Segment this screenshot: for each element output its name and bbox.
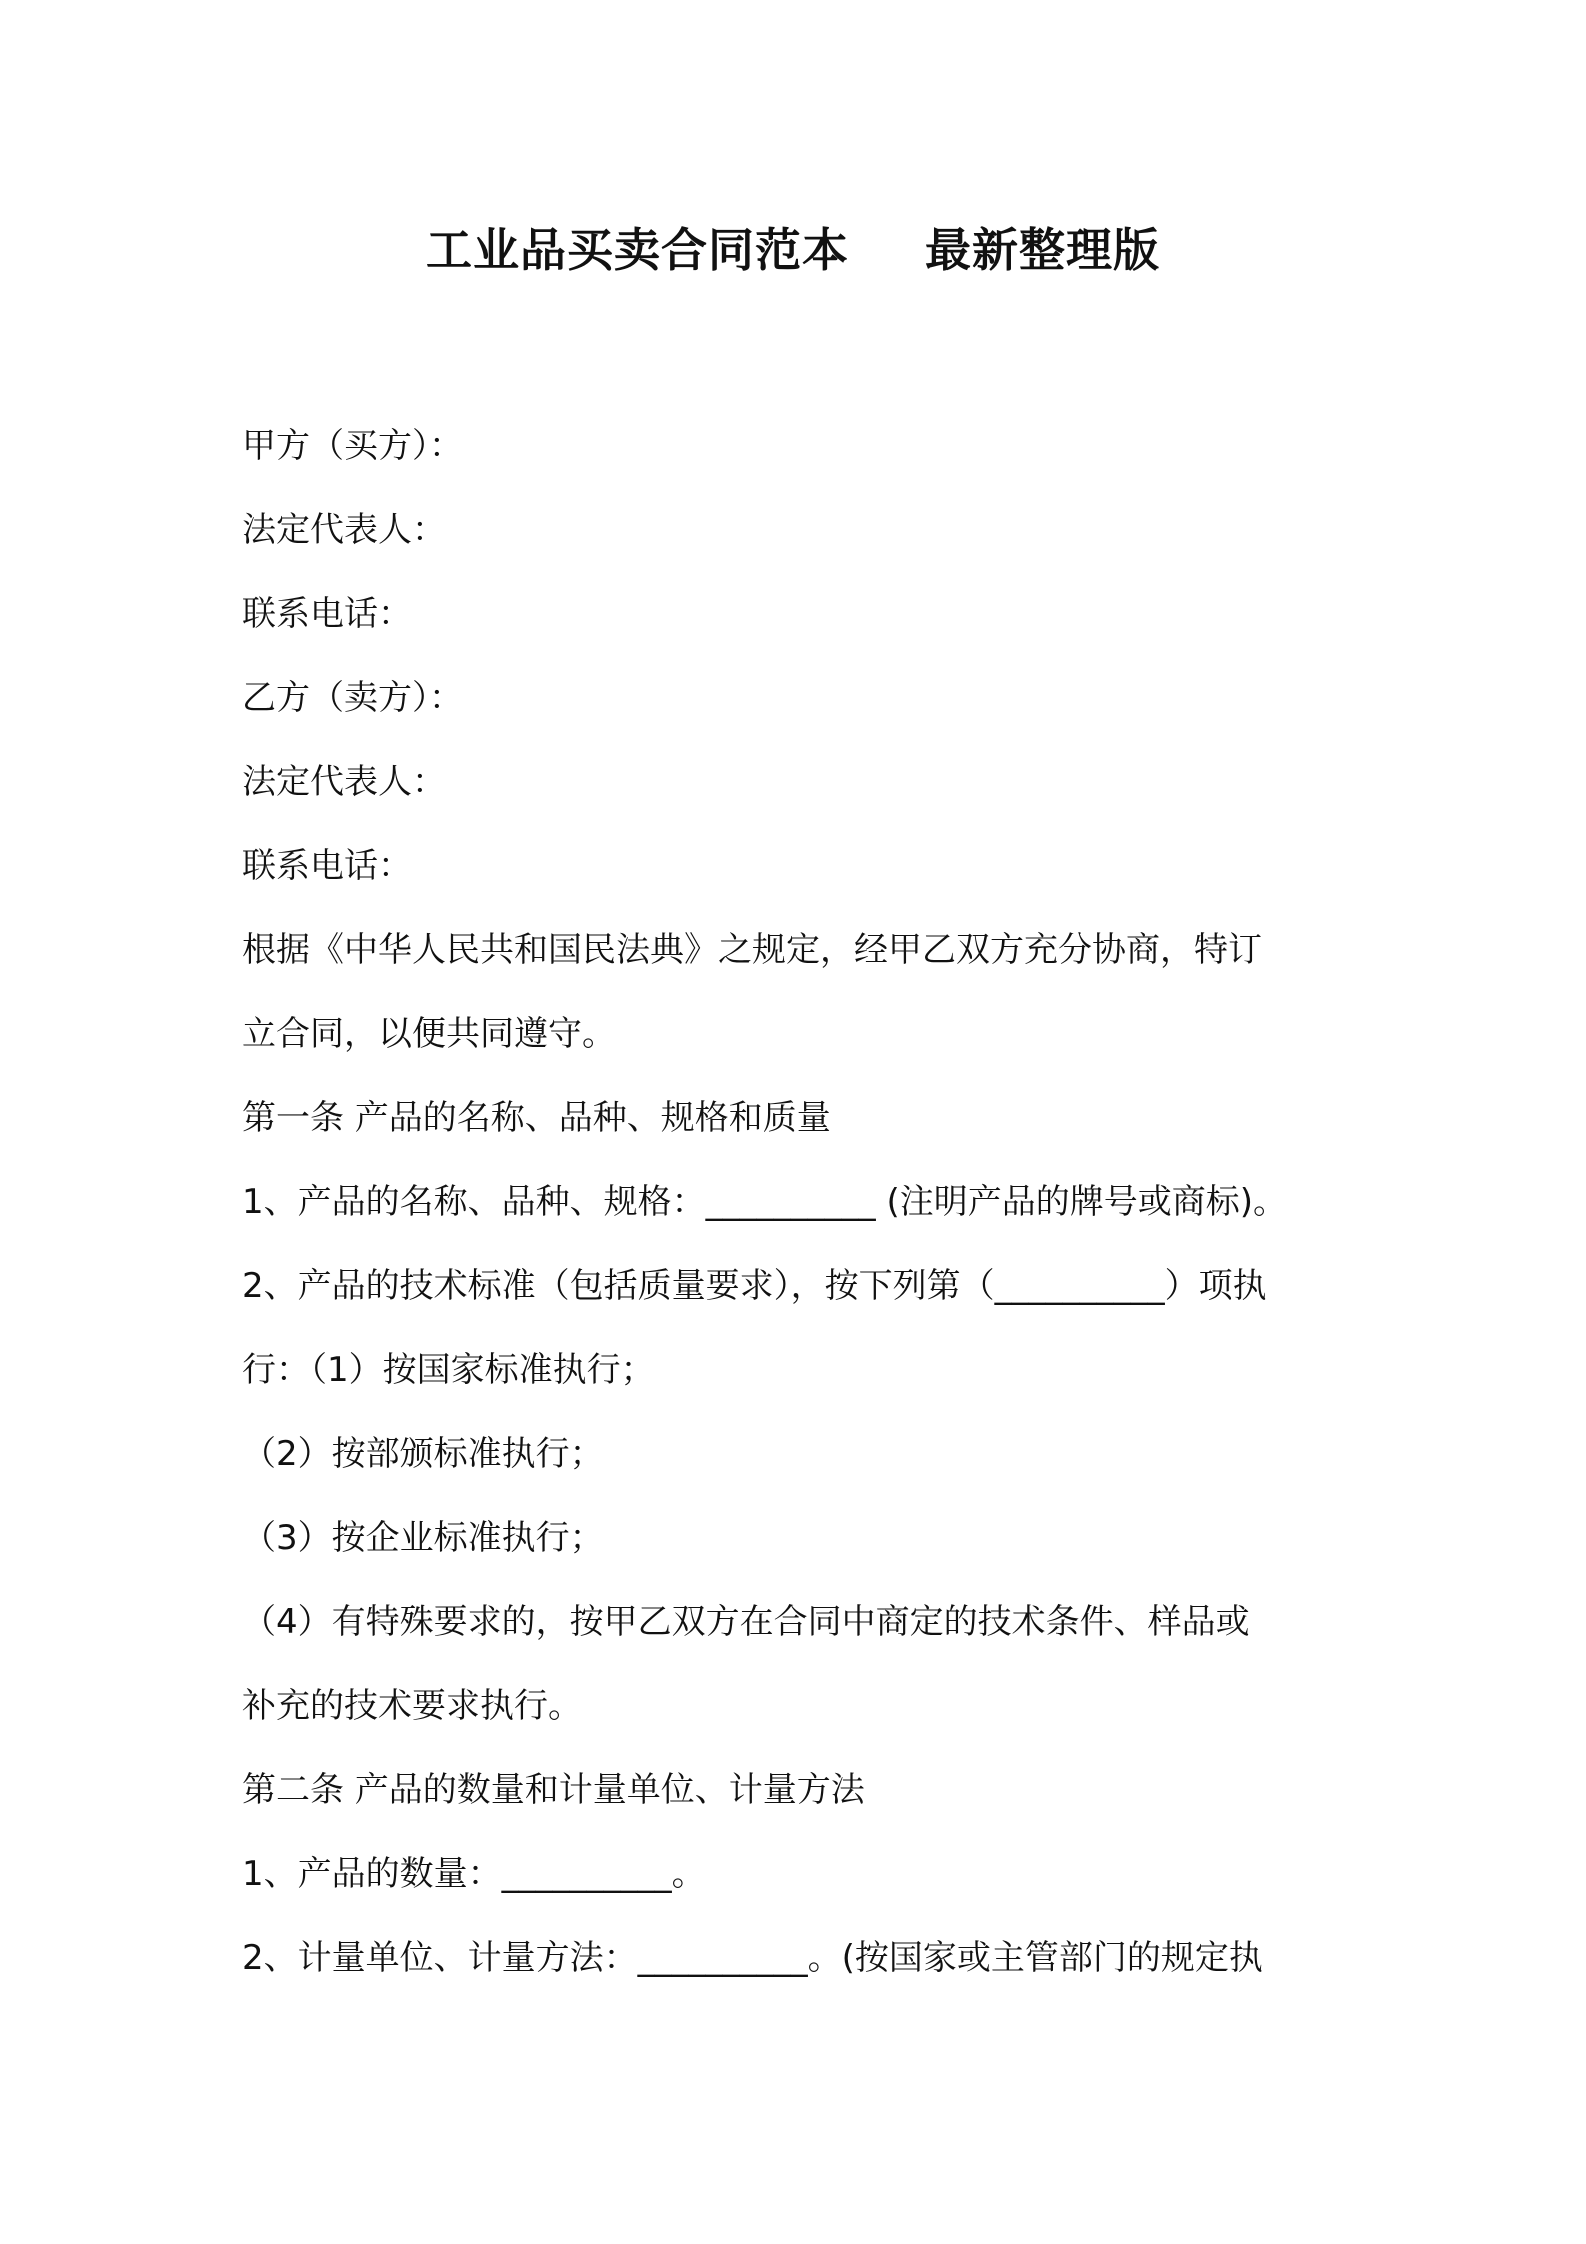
article-1-item-1: 1、产品的名称、品种、规格：__________ (注明产品的牌号或商标)。 [242, 1182, 1287, 1222]
party-b-legal-rep: 法定代表人： [242, 762, 446, 802]
article-1-option-4: （4）有特殊要求的，按甲乙双方在合同中商定的技术条件、样品或 [242, 1602, 1250, 1642]
article-2-item-1: 1、产品的数量：__________。 [242, 1854, 706, 1894]
document-body [242, 404, 1352, 2000]
article-1-option-3: （3）按企业标准执行； [242, 1518, 604, 1558]
party-a-line: 甲方（买方）： [242, 426, 463, 466]
party-a-legal-rep: 法定代表人： [242, 510, 446, 550]
article-1-item-2-cont: 行：（1）按国家标准执行； [242, 1350, 655, 1390]
title-suffix: 最新整理版 [925, 223, 1160, 277]
article-2-item-2: 2、计量单位、计量方法：__________。(按国家或主管部门的规定执 [242, 1938, 1263, 1978]
preamble-line-1: 根据《中华人民共和国民法典》之规定，经甲乙双方充分协商，特订 [242, 930, 1262, 970]
article-1-option-4-cont: 补充的技术要求执行。 [242, 1686, 582, 1726]
article-1-option-2: （2）按部颁标准执行； [242, 1434, 604, 1474]
title-main: 工业品买卖合同范本 [426, 223, 849, 277]
article-2-heading: 第二条 产品的数量和计量单位、计量方法 [242, 1770, 865, 1810]
preamble-line-2: 立合同，以便共同遵守。 [242, 1014, 616, 1054]
party-b-line: 乙方（卖方）： [242, 678, 463, 718]
party-b-phone: 联系电话： [242, 846, 412, 886]
article-1-item-2: 2、产品的技术标准（包括质量要求），按下列第（__________）项执 [242, 1266, 1267, 1306]
party-a-phone: 联系电话： [242, 594, 412, 634]
article-1-heading: 第一条 产品的名称、品种、规格和质量 [242, 1098, 831, 1138]
document-title [0, 212, 1586, 282]
